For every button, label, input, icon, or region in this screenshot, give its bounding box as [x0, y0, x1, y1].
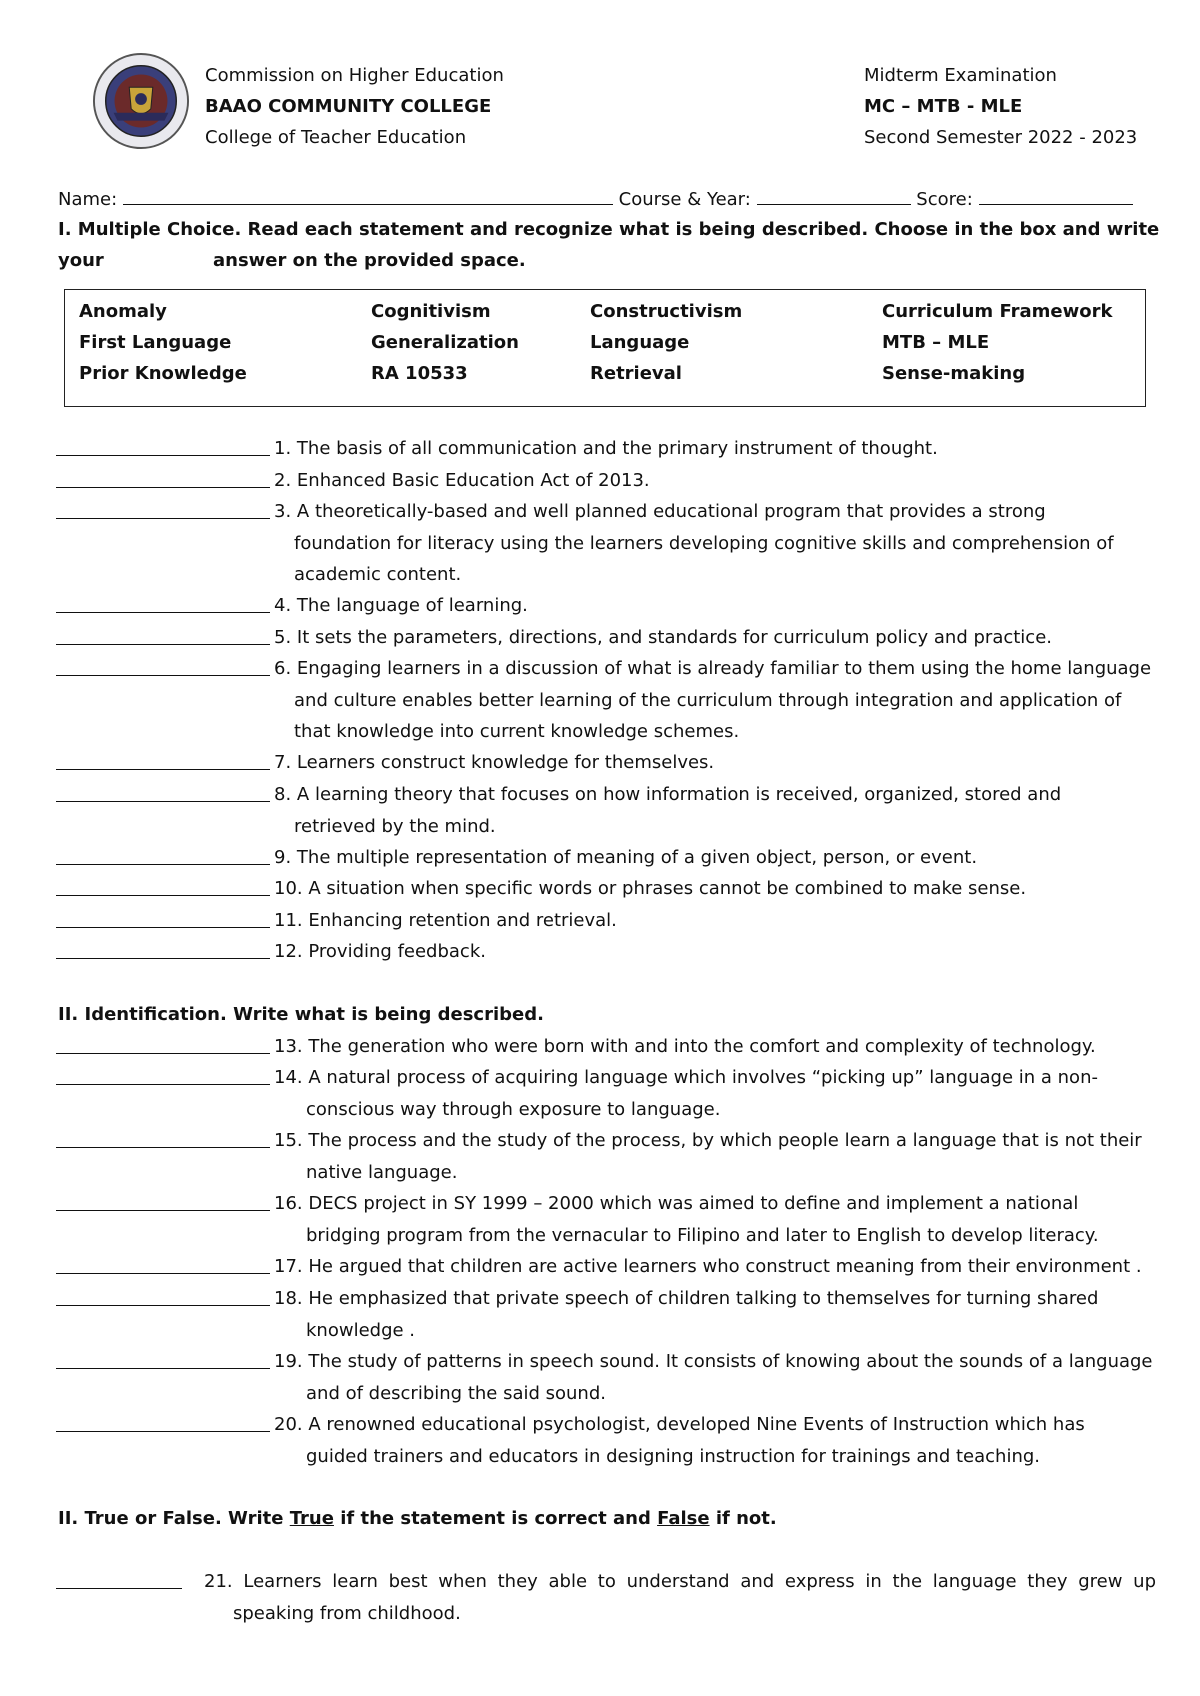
- item-number: 10.: [274, 878, 303, 899]
- question-item: [56, 622, 1156, 654]
- item-number: 4.: [274, 595, 292, 616]
- answer-blank[interactable]: [56, 769, 270, 770]
- course-year-label: Course & Year:: [618, 189, 751, 210]
- section3-title: [58, 1503, 777, 1534]
- answer-blank[interactable]: [56, 455, 270, 456]
- answer-blank[interactable]: [56, 801, 270, 802]
- item-number: 3.: [274, 501, 292, 522]
- item-text: The language of learning.: [296, 595, 528, 616]
- item-text: DECS project in SY 1999 – 2000 which was aimed to define and implement a national: [308, 1193, 1079, 1214]
- item-number: 6.: [274, 658, 292, 679]
- item-number: 14.: [274, 1067, 303, 1088]
- answer-blank[interactable]: [56, 1210, 270, 1211]
- item-text: The generation who were born with and into the comfort and complexity of technology.: [308, 1036, 1096, 1057]
- item-text: The study of patterns in speech sound. It consists of knowing about the sounds of a language: [308, 1351, 1153, 1372]
- question-item: [56, 1031, 1156, 1063]
- choice: Constructivism: [590, 301, 743, 322]
- item-text: He emphasized that private speech of children talking to themselves for turning shared: [308, 1288, 1099, 1309]
- question-item: [56, 842, 1156, 874]
- question-item: [56, 1125, 1156, 1188]
- item-text: Providing feedback.: [308, 941, 486, 962]
- answer-blank[interactable]: [56, 644, 270, 645]
- college-seal-logo: [92, 52, 190, 150]
- answer-blank[interactable]: [56, 487, 270, 488]
- question-item: [56, 1062, 1156, 1125]
- item-text-cont: native language.: [306, 1161, 458, 1183]
- answer-blank[interactable]: [56, 1431, 270, 1432]
- student-info-row: [58, 186, 1148, 210]
- answer-blank[interactable]: [56, 518, 270, 519]
- item-number: 21.: [204, 1571, 233, 1592]
- section2-title: II. Identification. Write what is being described.: [58, 1004, 544, 1025]
- item-number: 18.: [274, 1288, 303, 1309]
- exam-type: Midterm Examination: [864, 65, 1057, 86]
- header-left: [205, 60, 504, 153]
- item-number: 16.: [274, 1193, 303, 1214]
- item-text: A learning theory that focuses on how information is received, organized, stored and: [296, 784, 1062, 805]
- choice: Sense-making: [882, 363, 1026, 384]
- item-number: 5.: [274, 627, 292, 648]
- choices-box: [64, 289, 1146, 407]
- item-text: Engaging learners in a discussion of what is already familiar to them using the home language: [296, 658, 1152, 679]
- item-text: A situation when specific words or phrases cannot be combined to make sense.: [308, 878, 1027, 899]
- answer-blank[interactable]: [56, 675, 270, 676]
- tf-false-word: False: [657, 1508, 710, 1529]
- item-number: 13.: [274, 1036, 303, 1057]
- section1-title: I. Multiple Choice. Read each statement and recognize what is being described. Choose in the box and write your: [58, 219, 1160, 271]
- choice: Generalization: [371, 332, 519, 353]
- question-item: [56, 465, 1156, 497]
- tf-true-word: True: [289, 1508, 334, 1529]
- item-text: A theoretically-based and well planned educational program that provides a strong: [296, 501, 1046, 522]
- question-item: [56, 1188, 1156, 1251]
- question-item: [56, 433, 1156, 465]
- item-text-cont: conscious way through exposure to language.: [306, 1098, 721, 1120]
- semester-label: Second Semester 2022 - 2023: [864, 127, 1138, 148]
- course-year-field[interactable]: [757, 186, 911, 205]
- item-text: Enhancing retention and retrieval.: [308, 910, 617, 931]
- question-item: [56, 1409, 1156, 1472]
- answer-blank[interactable]: [56, 958, 270, 959]
- course-code: MC – MTB - MLE: [864, 96, 1023, 117]
- question-item: [56, 747, 1156, 779]
- item-number: 1.: [274, 438, 292, 459]
- question-item: [56, 1251, 1156, 1283]
- item-text-cont: knowledge .: [306, 1319, 416, 1341]
- item-text-cont: and of describing the said sound.: [306, 1382, 606, 1404]
- item-text: The multiple representation of meaning of a given object, person, or event.: [296, 847, 978, 868]
- choice: Prior Knowledge: [79, 363, 247, 384]
- answer-blank[interactable]: [56, 1147, 270, 1148]
- answer-blank[interactable]: [56, 895, 270, 896]
- item-text-cont: foundation for literacy using the learners developing cognitive skills and comprehension of: [294, 532, 1114, 554]
- answer-blank[interactable]: [56, 1053, 270, 1054]
- section1-title-cont: answer on the provided space.: [213, 250, 526, 271]
- item-text: A renowned educational psychologist, developed Nine Events of Instruction which has: [308, 1414, 1085, 1435]
- true-false-item: [56, 1566, 1156, 1629]
- tf-item-line1: [204, 1566, 1156, 1598]
- department-name: College of Teacher Education: [205, 127, 467, 148]
- choice: RA 10533: [371, 363, 468, 384]
- answer-blank[interactable]: [56, 927, 270, 928]
- answer-blank[interactable]: [56, 1084, 270, 1085]
- item-number: 15.: [274, 1130, 303, 1151]
- choice: Cognitivism: [371, 301, 491, 322]
- item-text-cont: retrieved by the mind.: [294, 815, 496, 837]
- item-number: 12.: [274, 941, 303, 962]
- item-text: He argued that children are active learners who construct meaning from their environment .: [308, 1256, 1142, 1277]
- answer-blank[interactable]: [56, 1305, 270, 1306]
- item-text: Learners learn best when they able to understand and express in the language they grew up: [243, 1571, 1156, 1592]
- question-item: [56, 653, 1156, 748]
- item-text: A natural process of acquiring language which involves “picking up” language in a non-: [308, 1067, 1098, 1088]
- item-text-cont: guided trainers and educators in designing instruction for trainings and teaching.: [306, 1445, 1041, 1467]
- item-number: 2.: [274, 470, 292, 491]
- choice: Curriculum Framework: [882, 301, 1113, 322]
- name-field[interactable]: [123, 186, 613, 205]
- item-number: 7.: [274, 752, 292, 773]
- answer-blank[interactable]: [56, 1588, 182, 1589]
- name-label: Name:: [58, 189, 118, 210]
- item-text: The basis of all communication and the primary instrument of thought.: [296, 438, 938, 459]
- commission-label: Commission on Higher Education: [205, 65, 504, 86]
- item-number: 17.: [274, 1256, 303, 1277]
- question-item: [56, 1283, 1156, 1346]
- item-number: 8.: [274, 784, 292, 805]
- answer-blank[interactable]: [56, 864, 270, 865]
- question-item: [56, 496, 1156, 591]
- item-text-cont: and culture enables better learning of the curriculum through integration and application of: [294, 689, 1122, 711]
- item-number: 11.: [274, 910, 303, 931]
- item-text: The process and the study of the process, by which people learn a language that is not their: [308, 1130, 1142, 1151]
- item-text: It sets the parameters, directions, and standards for curriculum policy and practice.: [296, 627, 1052, 648]
- choice: Retrieval: [590, 363, 682, 384]
- answer-blank[interactable]: [56, 612, 270, 613]
- question-item: [56, 779, 1156, 842]
- item-number: 19.: [274, 1351, 303, 1372]
- header-right: [864, 60, 1137, 153]
- item-text: Learners construct knowledge for themselves.: [296, 752, 715, 773]
- tf-title-prefix: II. True or False. Write: [58, 1508, 290, 1529]
- question-item: [56, 1346, 1156, 1409]
- item-text-cont: academic content.: [294, 564, 462, 585]
- score-label: Score:: [916, 189, 973, 210]
- item-text-cont: bridging program from the vernacular to Filipino and later to English to develop literacy.: [306, 1224, 1099, 1246]
- item-number: 20.: [274, 1414, 303, 1435]
- item-number: 9.: [274, 847, 292, 868]
- item-text-cont: speaking from childhood.: [233, 1602, 461, 1624]
- item-text: Enhanced Basic Education Act of 2013.: [296, 470, 650, 491]
- choice: First Language: [79, 332, 232, 353]
- question-item: [56, 905, 1156, 937]
- score-field[interactable]: [979, 186, 1133, 205]
- question-item: [56, 590, 1156, 622]
- tf-title-mid: if the statement is correct and: [333, 1508, 658, 1529]
- college-name: BAAO COMMUNITY COLLEGE: [205, 96, 492, 117]
- answer-blank[interactable]: [56, 1273, 270, 1274]
- tf-title-suffix: if not.: [709, 1508, 777, 1529]
- question-item: [56, 873, 1156, 905]
- answer-blank[interactable]: [56, 1368, 270, 1369]
- choice: Anomaly: [79, 301, 167, 322]
- choice: Language: [590, 332, 690, 353]
- item-text-cont: that knowledge into current knowledge schemes.: [294, 721, 740, 742]
- choice: MTB – MLE: [882, 332, 990, 353]
- question-item: [56, 936, 1156, 968]
